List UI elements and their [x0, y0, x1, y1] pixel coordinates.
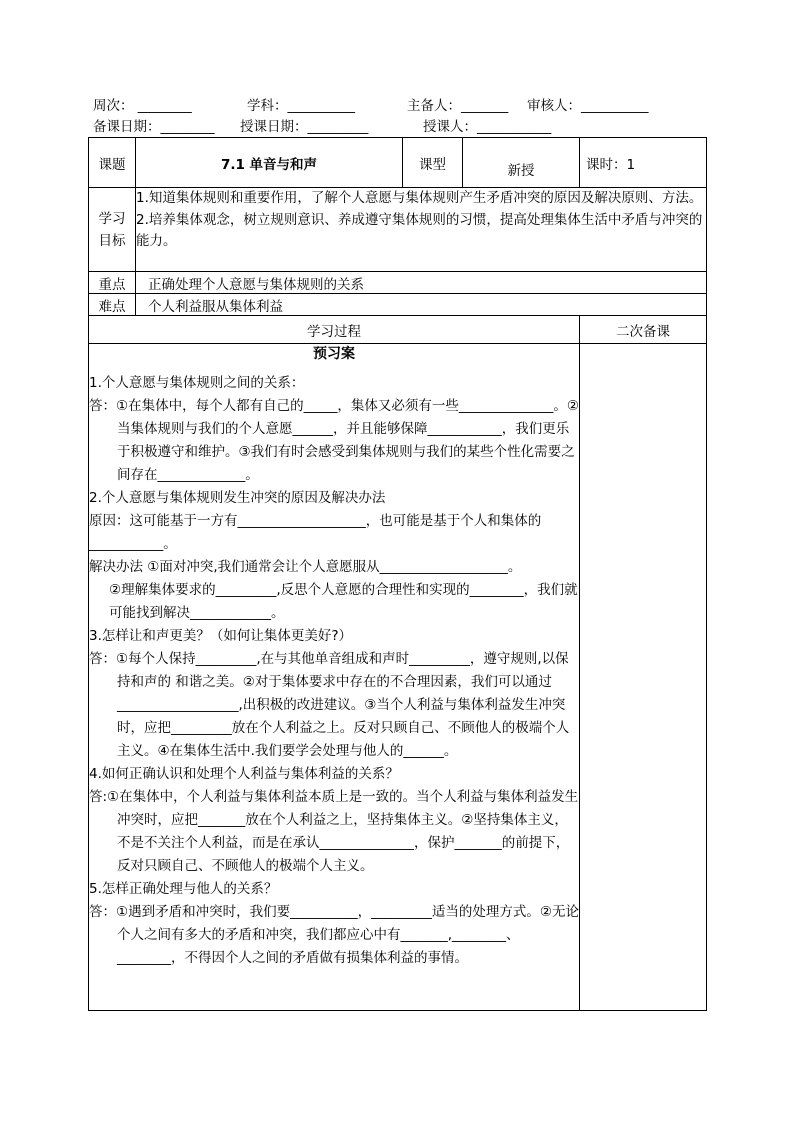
goal-text — [136, 188, 707, 272]
hard-value: 个人利益服从集体利益 — [136, 294, 707, 316]
week-field[interactable]: 周次： ________ — [93, 98, 192, 114]
preview-title: 预习案 — [313, 346, 355, 362]
topic-value: 7.1 单音与和声 — [136, 138, 403, 188]
lesson-plan-table — [88, 137, 707, 1011]
question-2: 2.个人意愿与集体规则发生冲突的原因及解决办法 — [89, 490, 386, 506]
type-value: 新授 — [463, 138, 580, 188]
goal-2: 2.培养集体观念，树立规则意识、养成遵守集体规则的习惯，提高处理集体生活中矛盾与冲突的能力。 — [136, 211, 703, 249]
key-value: 正确处理个人意愿与集体规则的关系 — [136, 272, 707, 294]
answer-1[interactable]: 答：①在集体中，每个人都有自己的_____，集体又必须有一些______________。②当集体规则与我们的个人意愿______，并且能够保障___________，我们更乐于积极遵守和维护。③我们有时会感受到集体规则与我们的某些个性化需要之间存在_____________。 — [89, 398, 579, 483]
answer-3[interactable]: 答：①每个人保持_________,在与其他单音组成和声时_________，遵守规则,以保持和声的 和谐之美。②对于集体要求中存在的不合理因素，我们可以通过__________________,出积极的改进建议。③当个人利益与集体利益发生冲突时，应把_________放在个人利益之上。反对只顾自己、不顾他人的极端个人主义。④在集体生活中.我们要学会处理与他人的______。 — [89, 651, 570, 759]
question-1: 1.个人意愿与集体规则之间的关系： — [89, 375, 305, 391]
answer-2-reason[interactable]: 原因：这可能基于一方有___________________，也可能是基于个人和集体的___________。 — [89, 513, 542, 552]
prep-date-field[interactable]: 备课日期：________ — [93, 119, 215, 135]
question-3: 3.怎样让和声更美？（如何让集体更美好?） — [89, 628, 353, 644]
preview-section — [89, 344, 580, 1011]
answer-5[interactable]: 答：①遇到矛盾和冲突时，我们要__________，_________适当的处理方式。②无论个人之间有多大的矛盾和冲突，我们都应心中有_______,________、________，不得因个人之间的矛盾做有损集体利益的事情。 — [89, 904, 579, 966]
period-value: 课时：1 — [580, 138, 707, 188]
goal-label-line-2: 目标 — [98, 232, 126, 249]
goal-label — [89, 188, 136, 272]
key-label: 重点 — [89, 272, 136, 294]
question-5: 5.怎样正确处理与他人的关系？ — [89, 881, 278, 897]
question-4: 4.如何正确认识和处理个人利益与集体利益的关系？ — [89, 766, 399, 782]
subject-field[interactable]: 学科：__________ — [247, 98, 355, 114]
reviewer-field[interactable]: 审核人：__________ — [527, 98, 649, 114]
goal-label-line-1: 学习 — [98, 210, 126, 227]
teacher-field[interactable]: 授课人：___________ — [423, 119, 552, 135]
type-label: 课型 — [403, 138, 463, 188]
answer-2-solve-2[interactable]: ②理解集体要求的_________,反思个人意愿的合理性和实现的________，我们就可能找到解决____________。 — [109, 582, 578, 621]
class-date-field[interactable]: 授课日期：_________ — [240, 119, 369, 135]
goal-1: 1.知道集体规则和重要作用，了解个人意愿与集体规则产生矛盾冲突的原因及解决原则、方法。 — [136, 190, 703, 206]
second-prep-header: 二次备课 — [580, 316, 707, 344]
answer-4[interactable]: 答:①在集体中，个人利益与集体利益本质上是一致的。当个人利益与集体利益发生冲突时，应把_______放在个人利益之上，坚持集体主义。②坚持集体主义，不是不关注个人利益，而是在承认______________，保护_______的前提下，反对只顾自己、不顾他人的极端个人主义。 — [89, 789, 579, 874]
answer-2-solve-1[interactable]: 解决办法 ①面对冲突,我们通常会让个人意愿服从___________________。 — [89, 559, 522, 575]
second-prep-column[interactable] — [580, 344, 707, 1011]
preparer-field[interactable]: 主备人：_______ — [407, 98, 509, 114]
topic-label: 课题 — [89, 138, 136, 188]
hard-label: 难点 — [89, 294, 136, 316]
process-header: 学习过程 — [89, 316, 580, 344]
